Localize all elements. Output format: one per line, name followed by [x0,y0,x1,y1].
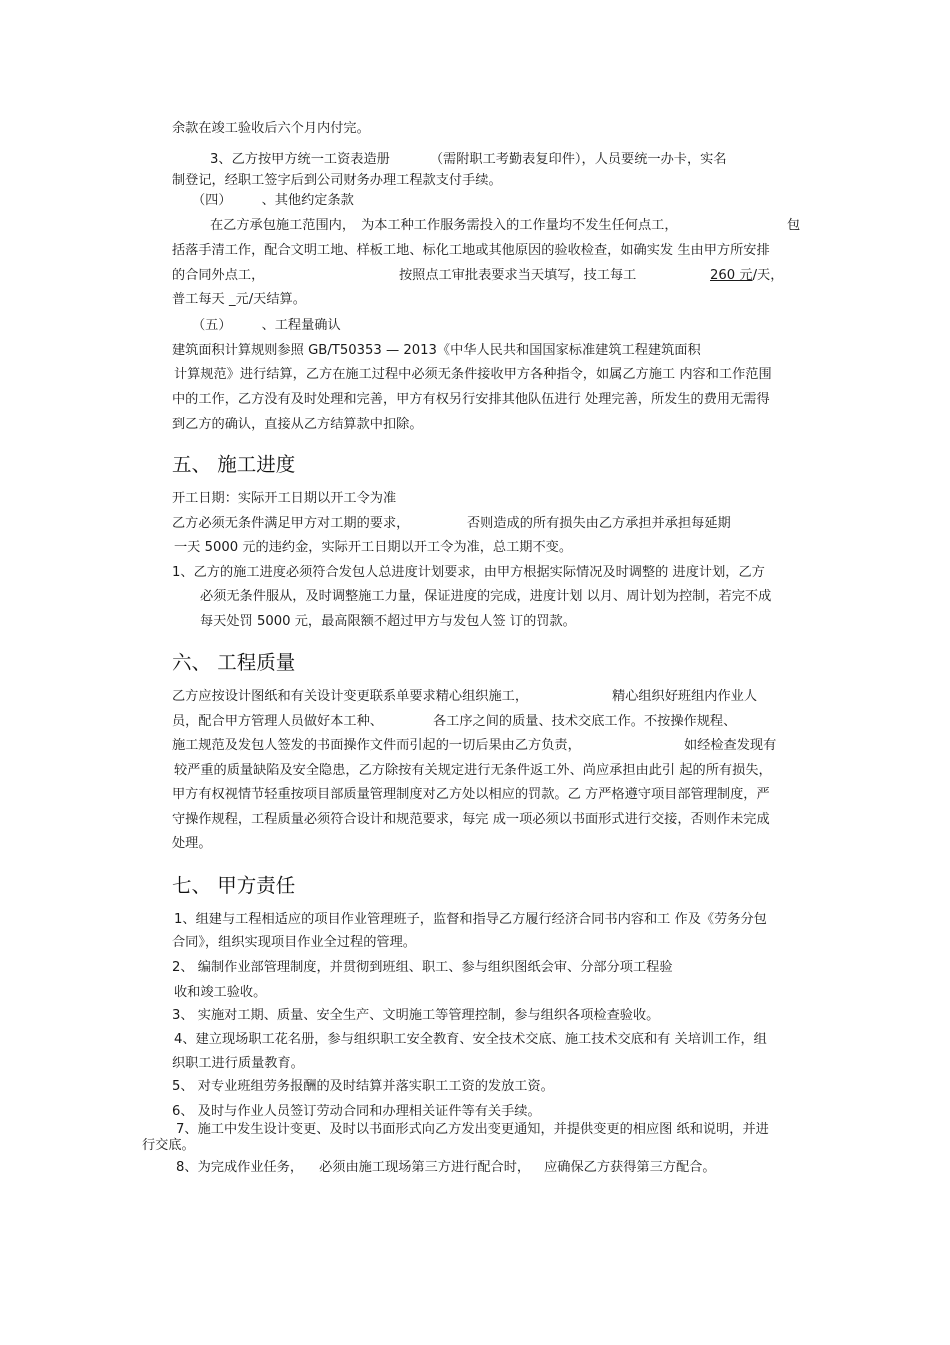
chapter-heading: 五、 施工进度 [172,453,296,476]
text-line: 的合同外点工， [172,268,265,283]
text-line: 5、 对专业班组劳务报酬的及时结算并落实职工工资的发放工资。 [172,1079,554,1094]
text-line: 4、建立现场职工花名册，参与组织职工安全教育、安全技术交底、施工技术交底和有 关培训工作，组 [174,1032,767,1047]
text-line: 行交底。 [142,1138,195,1153]
section-heading-5: （五） 、工程量确认 [192,318,341,333]
text-line: 建筑面积计算规则参照 GB/T50353 — 2013《中华人民共和国国家标准建筑工程建筑面积 [172,343,701,358]
text-line: 3、 实施对工期、质量、安全生产、文明施工等管理控制，参与组织各项检查验收。 [172,1008,660,1023]
text-line: 施工规范及发包人签发的书面操作文件而引起的一切后果由乙方负责， [172,738,581,753]
text-line: 按照点工审批表要求当天填写，技工每工 [399,268,637,283]
text-line: 2、 编制作业部管理制度，并贯彻到班组、职工、参与组织图纸会审、分部分项工程验 [172,960,673,975]
text-line: 合同》，组织实现项目作业全过程的管理。 [172,935,416,950]
text-line: 开工日期：实际开工日期以开工令为准 [172,491,397,506]
text-line: 中的工作，乙方没有及时处理和完善，甲方有权另行安排其他队伍进行 处理完善，所发生的费用无需得 [172,392,770,407]
text-line: 守操作规程，工程质量必须符合设计和规范要求，每完 成一项必须以书面形式进行交接，否则作未完成 [172,812,770,827]
text-line: 一天 5000 元的违约金，实际开工日期以开工令为准，总工期不变。 [174,540,573,555]
text-line: 否则造成的所有损失由乙方承担并承担每延期 [467,516,731,531]
text-line: 6、 及时与作业人员签订劳动合同和办理相关证件等有关手续。 [172,1104,541,1119]
text-line: 员，配合甲方管理人员做好本工种、 [172,714,383,729]
text-line: 处理。 [172,836,212,851]
text-line: 到乙方的确认，直接从乙方结算款中扣除。 [172,417,423,432]
text-line: 计算规范》进行结算，乙方在施工过程中必须无条件接收甲方各种指令，如属乙方施工 内容和工作范围 [174,367,772,382]
text-line: 制登记，经职工签字后到公司财务办理工程款支付手续。 [172,173,502,188]
chapter-heading: 六、 工程质量 [172,651,296,674]
text-line: 3、乙方按甲方统一工资表造册 （需附职工考勤表复印件），人员要统一办卡，实名 [210,152,727,167]
section-heading-4: （四） 、其他约定条款 [192,193,354,208]
chapter-heading: 七、 甲方责任 [172,874,296,897]
text-line: 在乙方承包施工范围内， 为本工种工作服务需投入的工作量均不发生任何点工， [210,218,678,233]
text-line: 包 [787,218,801,233]
text-line: 必须无条件服从，及时调整施工力量，保证进度的完成，进度计划 以月、周计划为控制，若完不成 [200,589,772,604]
text-line: 各工序之间的质量、技术交底工作。不按操作规程、 [433,714,737,729]
text-line: 7、施工中发生设计变更、及时以书面形式向乙方发出变更通知，并提供变更的相应图 纸和说明，并进 [176,1122,769,1137]
text-line: 较严重的质量缺陷及安全隐患，乙方除按有关规定进行无条件返工外、尚应承担由此引 起的所有损失， [174,763,772,778]
text-line: 余款在竣工验收后六个月内付完。 [172,121,370,136]
text-line: 精心组织好班组内作业人 [612,689,758,704]
text-line: 织职工进行质量教育。 [172,1056,304,1071]
text-line: 1、组建与工程相适应的项目作业管理班子，监督和指导乙方履行经济合同书内容和工 作及《劳务分包 [174,912,767,927]
text-line: 括落手清工作，配合文明工地、样板工地、标化工地或其他原因的验收检查，如确实发 生由甲方所安排 [172,243,770,258]
text-line: 1、乙方的施工进度必须符合发包人总进度计划要求，由甲方根据实际情况及时调整的 进度计划，乙方 [172,565,765,580]
text-line: 乙方必须无条件满足甲方对工期的要求， [172,516,410,531]
text-line: 8、为完成作业任务， 必须由施工现场第三方进行配合时， 应确保乙方获得第三方配合。 [176,1160,716,1175]
text-line: 乙方应按设计图纸和有关设计变更联系单要求精心组织施工， [172,689,529,704]
text-line: 甲方有权视情节轻重按项目部质量管理制度对乙方处以相应的罚款。乙 方严格遵守项目部管理制度，严 [172,787,770,802]
text-line: 普工每天 _元/天结算。 [172,292,306,307]
text-line: 每天处罚 5000 元，最高限额不超过甲方与发包人签 订的罚款。 [200,614,576,629]
text-line: 如经检查发现有 [684,738,777,753]
text-line: 260 元/天， [710,268,784,283]
text-line: 收和竣工验收。 [174,985,267,1000]
